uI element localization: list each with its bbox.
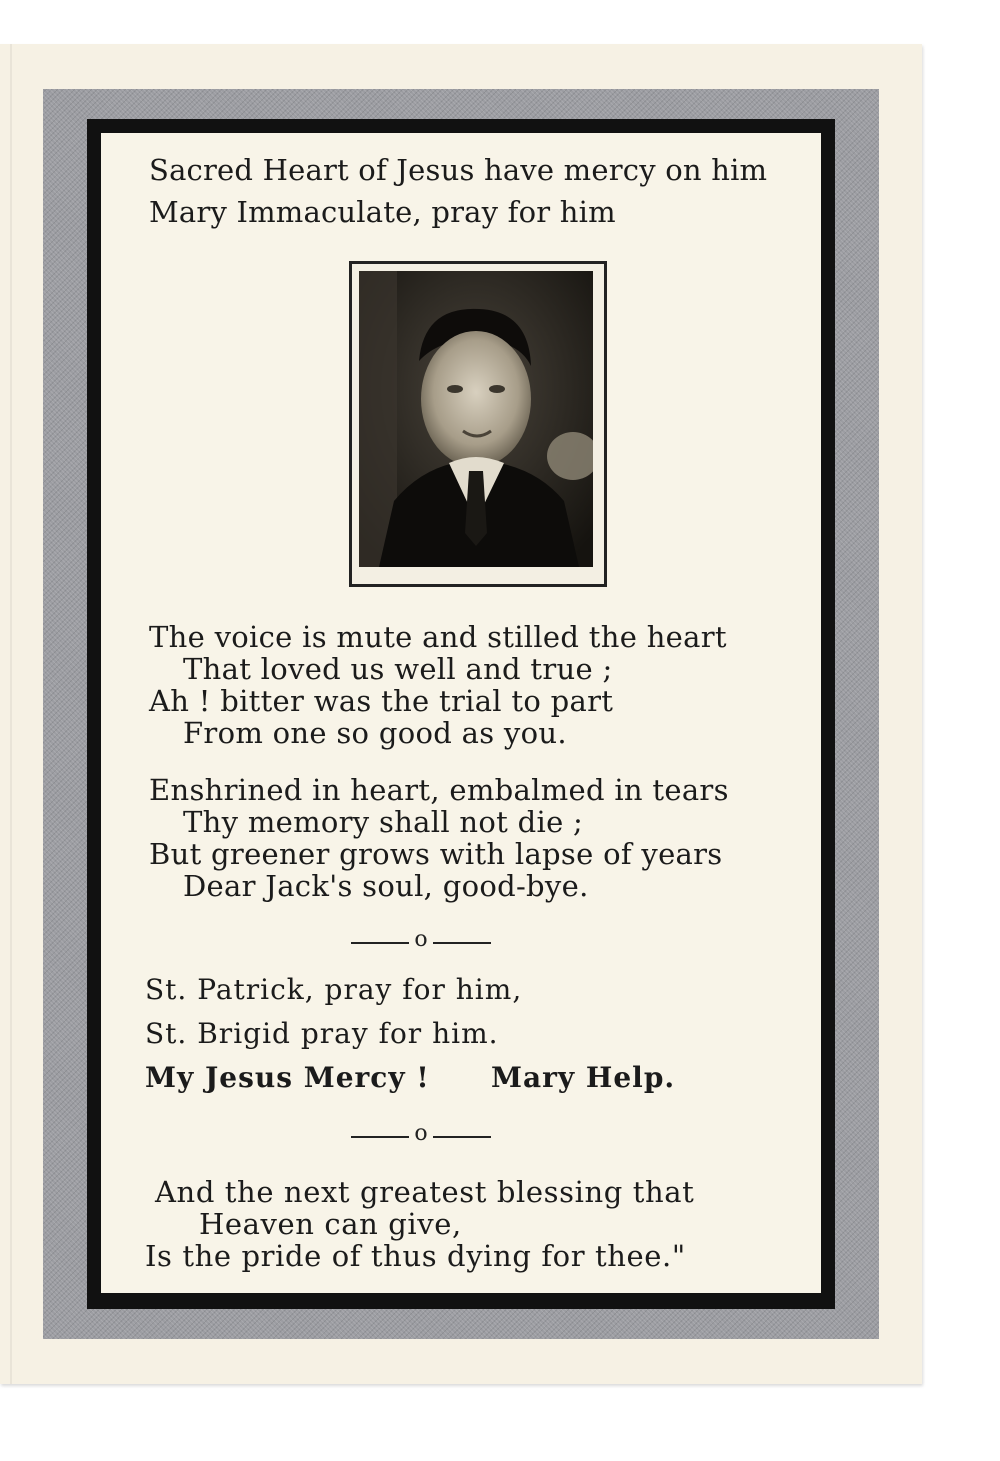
divider-mark: o — [414, 927, 428, 952]
divider-dash-left — [351, 942, 409, 944]
closing-line-1: And the next greatest blessing that — [155, 1175, 695, 1209]
divider-dash-right — [433, 942, 491, 944]
header-line-2: Mary Immaculate, pray for him — [149, 195, 616, 229]
closing-line-2: Heaven can give, — [199, 1207, 462, 1241]
verse1-line-2: That loved us well and true ; — [183, 652, 613, 686]
portrait-photo — [359, 271, 593, 567]
verse1-line-3: Ah ! bitter was the trial to part — [149, 684, 614, 718]
black-mourning-border — [87, 119, 835, 1309]
prayer-mary-help: Mary Help. — [491, 1061, 676, 1094]
closing-line-3: Is the pride of thus dying for thee." — [145, 1239, 686, 1273]
ornament-divider-2 — [351, 1121, 491, 1147]
verse2-line-1: Enshrined in heart, embalmed in tears — [149, 773, 729, 807]
verse1-line-1: The voice is mute and stilled the heart — [149, 620, 727, 654]
divider-dash-right — [433, 1136, 491, 1138]
verse2-line-4: Dear Jack's soul, good-bye. — [183, 869, 589, 903]
divider-dash-left — [351, 1136, 409, 1138]
portrait-image — [359, 271, 593, 567]
verse1-line-4: From one so good as you. — [183, 716, 567, 750]
divider-mark: o — [414, 1121, 428, 1146]
card-text-panel — [101, 133, 821, 1293]
card-fold-edge — [10, 44, 12, 1384]
silver-border — [43, 89, 879, 1339]
prayer-st-brigid: St. Brigid pray for him. — [145, 1017, 499, 1050]
verse2-line-3: But greener grows with lapse of years — [149, 837, 723, 871]
prayer-st-patrick: St. Patrick, pray for him, — [145, 973, 523, 1006]
photo-frame — [349, 261, 607, 587]
prayer-jesus-mercy: My Jesus Mercy ! — [145, 1061, 430, 1094]
header-line-1: Sacred Heart of Jesus have mercy on him — [149, 153, 768, 187]
ornament-divider-1 — [351, 927, 491, 953]
verse2-line-2: Thy memory shall not die ; — [183, 805, 584, 839]
memorial-card — [0, 44, 922, 1384]
